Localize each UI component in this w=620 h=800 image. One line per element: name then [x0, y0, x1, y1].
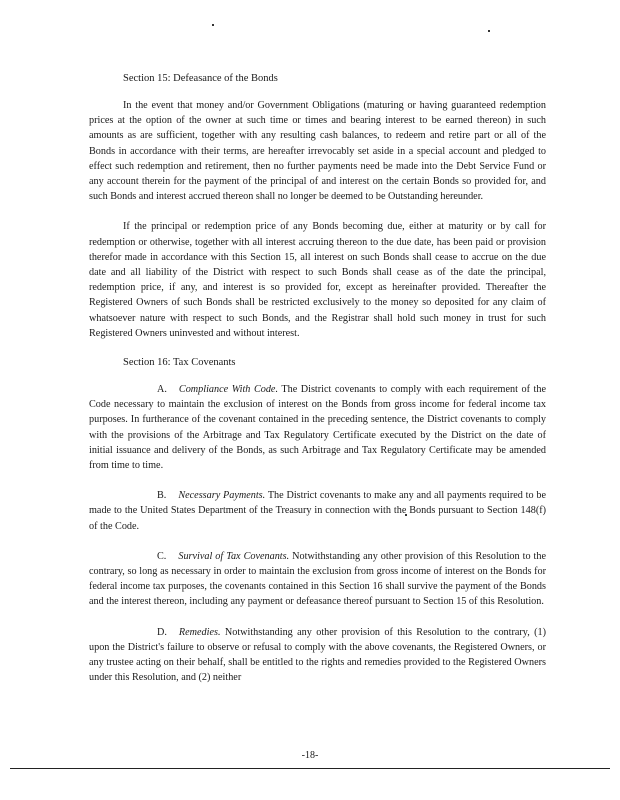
section-16-item-d	[89, 625, 546, 686]
item-label: D.	[157, 626, 167, 638]
item-caption: Remedies.	[178, 626, 221, 638]
footer-rule	[10, 768, 610, 769]
section-16-item-a	[89, 382, 546, 473]
item-label: B.	[157, 490, 167, 502]
item-caption: Survival of Tax Covenants.	[178, 550, 290, 562]
page-content	[89, 72, 546, 701]
item-text: The District covenants to make any and all payments required to be made to the United States Department of the Treasury in connection with the Bonds pursuant to Section 148(f) of the Code.	[89, 490, 546, 532]
section-15-paragraph-2: If the principal or redemption price of any Bonds becoming due, either at maturity or by call for redemption or otherwise, together with all interest accruing thereon to the due date, has been paid or provision therefor made in accordance with this Section 15, all interest on such Bonds shall cease to accrue on the due date and all liability of the District with respect to such Bonds shall cease as of the date the principal, redemption price, if any, and interest is so provided for, except as hereinafter provided. Thereafter the Registered Owners of such Bonds shall be restricted exclusively to the money so deposited for any claim of whatsoever nature with respect to such Bonds, and the Registrar shall hold such money in trust for such Registered Owners uninvested and without interest.	[89, 221, 546, 339]
section-16-item-b	[89, 488, 546, 534]
section-16-item-c	[89, 549, 546, 610]
section-15-paragraph-1: In the event that money and/or Government Obligations (maturing or having guaranteed redemption prices at the option of the owner at such time or times and bearing interest to be earned thereon) in such amounts as are sufficient, together with any resulting cash balances, to redeem and retire part or all of the Bonds in accordance with their terms, are hereafter irrevocably set aside in a special account and pledged to effect such redemption and retirement, then no further payments need be made into the Debt Service Fund or any account therein for the payment of the principal of and interest on the certain Bonds so provided for, and such Bonds and interest accrued thereon shall no longer be deemed to be Outstanding hereunder.	[89, 100, 546, 203]
item-caption: Compliance With Code.	[178, 384, 278, 396]
item-text: The District covenants to comply with each requirement of the Code necessary to maintain the exclusion of interest on the Bonds from gross income for federal income tax purposes. In furtherance of the covenant contained in the preceding sentence, the District covenants to comply with the provisions of the Arbitrage and Tax Regulatory Certificate executed by the District on the date of initial issuance and delivery of the Bonds, as such Arbitrage and Tax Regulatory Certificate may be amended from time to time.	[89, 384, 546, 472]
page-number: -18-	[301, 750, 319, 761]
item-text: Notwithstanding any other provision of this Resolution to the contrary, (1) upon the District's failure to observe or refusal to comply with the above covenants, the Registered Owners, or any trustee acting on their behalf, shall be entitled to the rights and remedies provided to the Registered Owners under this Resolution, and (2) neither	[89, 626, 546, 684]
section-16-heading: Section 16: Tax Covenants	[123, 357, 236, 369]
item-label: A.	[157, 384, 167, 396]
item-label: C.	[157, 550, 167, 562]
section-15-heading: Section 15: Defeasance of the Bonds	[123, 73, 278, 84]
item-caption: Necessary Payments.	[178, 490, 266, 502]
item-text: Notwithstanding any other provision of this Resolution to the contrary, so long as necessary in order to maintain the exclusion from gross income of interest on the Bonds for federal income tax purposes, the covenants contained in this Section 16 shall survive the payment of the Bonds and the interest thereon, including any payment or defeasance thereof pursuant to Section 15 of this Resolution.	[89, 550, 546, 608]
scan-speck	[212, 24, 214, 26]
scan-speck	[488, 30, 490, 32]
